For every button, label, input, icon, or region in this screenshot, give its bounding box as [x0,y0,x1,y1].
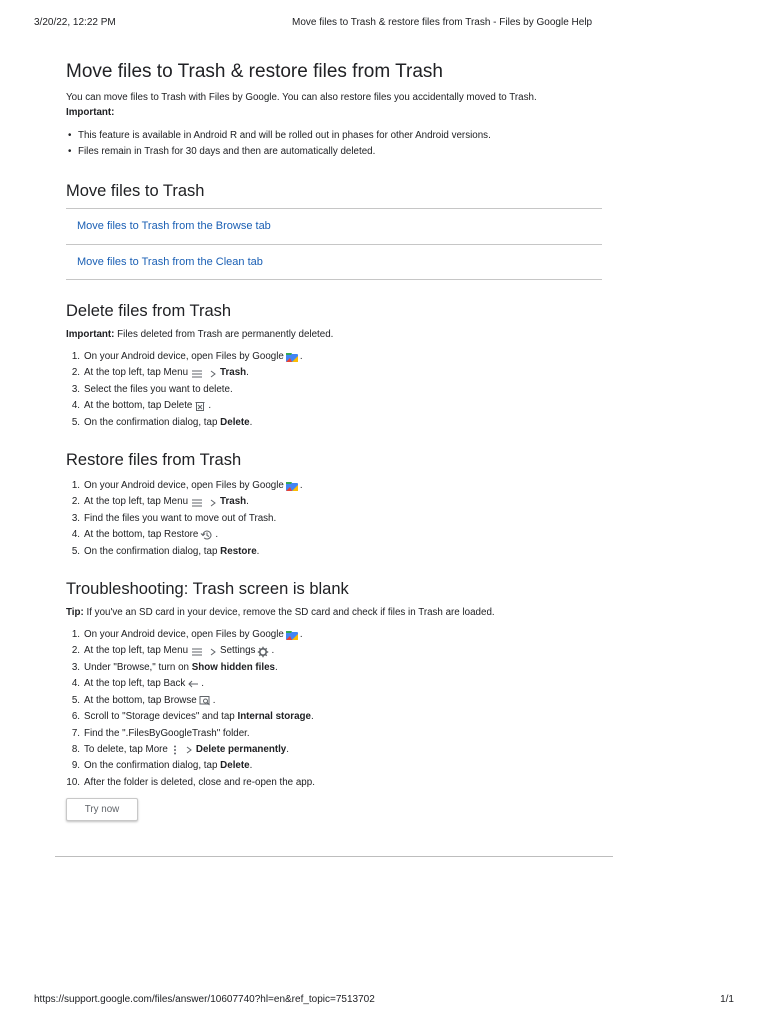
try-now-button[interactable]: Try now [66,798,138,821]
print-date: 3/20/22, 12:22 PM [34,17,116,28]
step-item: 5. On the confirmation dialog, tap Delete . [71,416,253,428]
step-item: 9. On the confirmation dialog, tap Delete . [71,760,253,772]
important-list [66,128,602,160]
print-footer [0,994,768,1008]
step-item: 3. Find the files you want to move out of Trash. [71,512,277,524]
divider [55,856,613,857]
more-vert-icon [170,744,180,756]
step-item: 4. At the bottom, tap Restore . [71,529,219,541]
list-item: • This feature is available in Android R and will be rolled out in phases for other Android versions. [66,128,602,144]
page-title: Move files to Trash & restore files from Trash [66,61,443,82]
troubleshooting-steps [66,627,602,791]
chevron-right-icon [208,369,218,379]
step-item: 4. At the top left, tap Back . [71,678,205,690]
step-item: 1. On your Android device, open Files by Google . [71,480,303,492]
link-clean-tab[interactable]: Move files to Trash from the Clean tab [77,255,263,268]
list-item: • Files remain in Trash for 30 days and then are automatically deleted. [66,144,602,160]
step-item: 8. To delete, tap More Delete permanently . [71,743,289,755]
browse-icon [199,695,211,706]
section-heading-delete: Delete files from Trash [66,302,232,320]
link-row-clean-tab[interactable] [66,245,602,281]
step-item: 2. At the top left, tap Menu Trash . [71,496,249,508]
step-item: 3. Select the files you want to delete. [71,383,233,395]
section-heading-move: Move files to Trash [66,182,205,200]
restore-steps [66,478,602,560]
print-page-number: 1/1 [720,994,734,1005]
step-item: 5. At the bottom, tap Browse . [71,694,216,706]
important-label: Important: [66,107,115,118]
step-item: 7. Find the ".FilesByGoogleTrash" folder. [71,727,250,739]
print-doc-title: Move files to Trash & restore files from Trash - Files by Google Help [292,17,593,28]
gear-icon [257,646,269,658]
back-arrow-icon [187,679,199,689]
step-item: 1. On your Android device, open Files by Google . [71,351,303,362]
files-by-google-icon [286,352,298,362]
restore-icon [200,529,213,541]
article [66,58,602,821]
delete-steps [66,349,602,431]
section-heading-troubleshooting: Troubleshooting: Trash screen is blank [66,580,349,599]
link-browse-tab[interactable]: Move files to Trash from the Browse tab [77,220,271,233]
step-item: 6. Scroll to "Storage devices" and tap Internal storage . [71,711,314,723]
step-item: 2. At the top left, tap Menu Settings . [71,645,275,657]
delete-icon [194,400,206,412]
chevron-right-icon [208,647,218,657]
menu-icon [190,498,204,508]
print-url: https://support.google.com/files/answer/10607740?hl=en&ref_topic=7513702 [34,994,375,1005]
intro-text: You can move files to Trash with Files by Google. You can also restore files you accidentally moved to Trash. [66,92,537,103]
files-by-google-icon [286,630,298,640]
tip-note: Tip: If you've an SD card in your device, remove the SD card and check if files in Trash are loaded. [66,607,495,619]
important-note: Important: Files deleted from Trash are permanently deleted. [66,329,334,340]
step-item: 1. On your Android device, open Files by Google . [71,629,303,641]
expandable-link-list [66,208,602,280]
step-item: 10. After the folder is deleted, close and re-open the app. [66,776,315,788]
link-row-browse-tab[interactable] [66,209,602,245]
chevron-right-icon [208,498,218,508]
print-header [0,17,768,31]
step-item: 2. At the top left, tap Menu Trash . [71,367,249,379]
files-by-google-icon [286,481,298,491]
step-item: 3. Under "Browse," turn on Show hidden files . [71,661,278,673]
step-item: 4. At the bottom, tap Delete . [71,400,212,412]
step-item: 5. On the confirmation dialog, tap Restore . [71,545,260,557]
chevron-right-icon [184,745,194,755]
menu-icon [190,369,204,379]
section-heading-restore: Restore files from Trash [66,451,242,470]
menu-icon [190,647,204,657]
